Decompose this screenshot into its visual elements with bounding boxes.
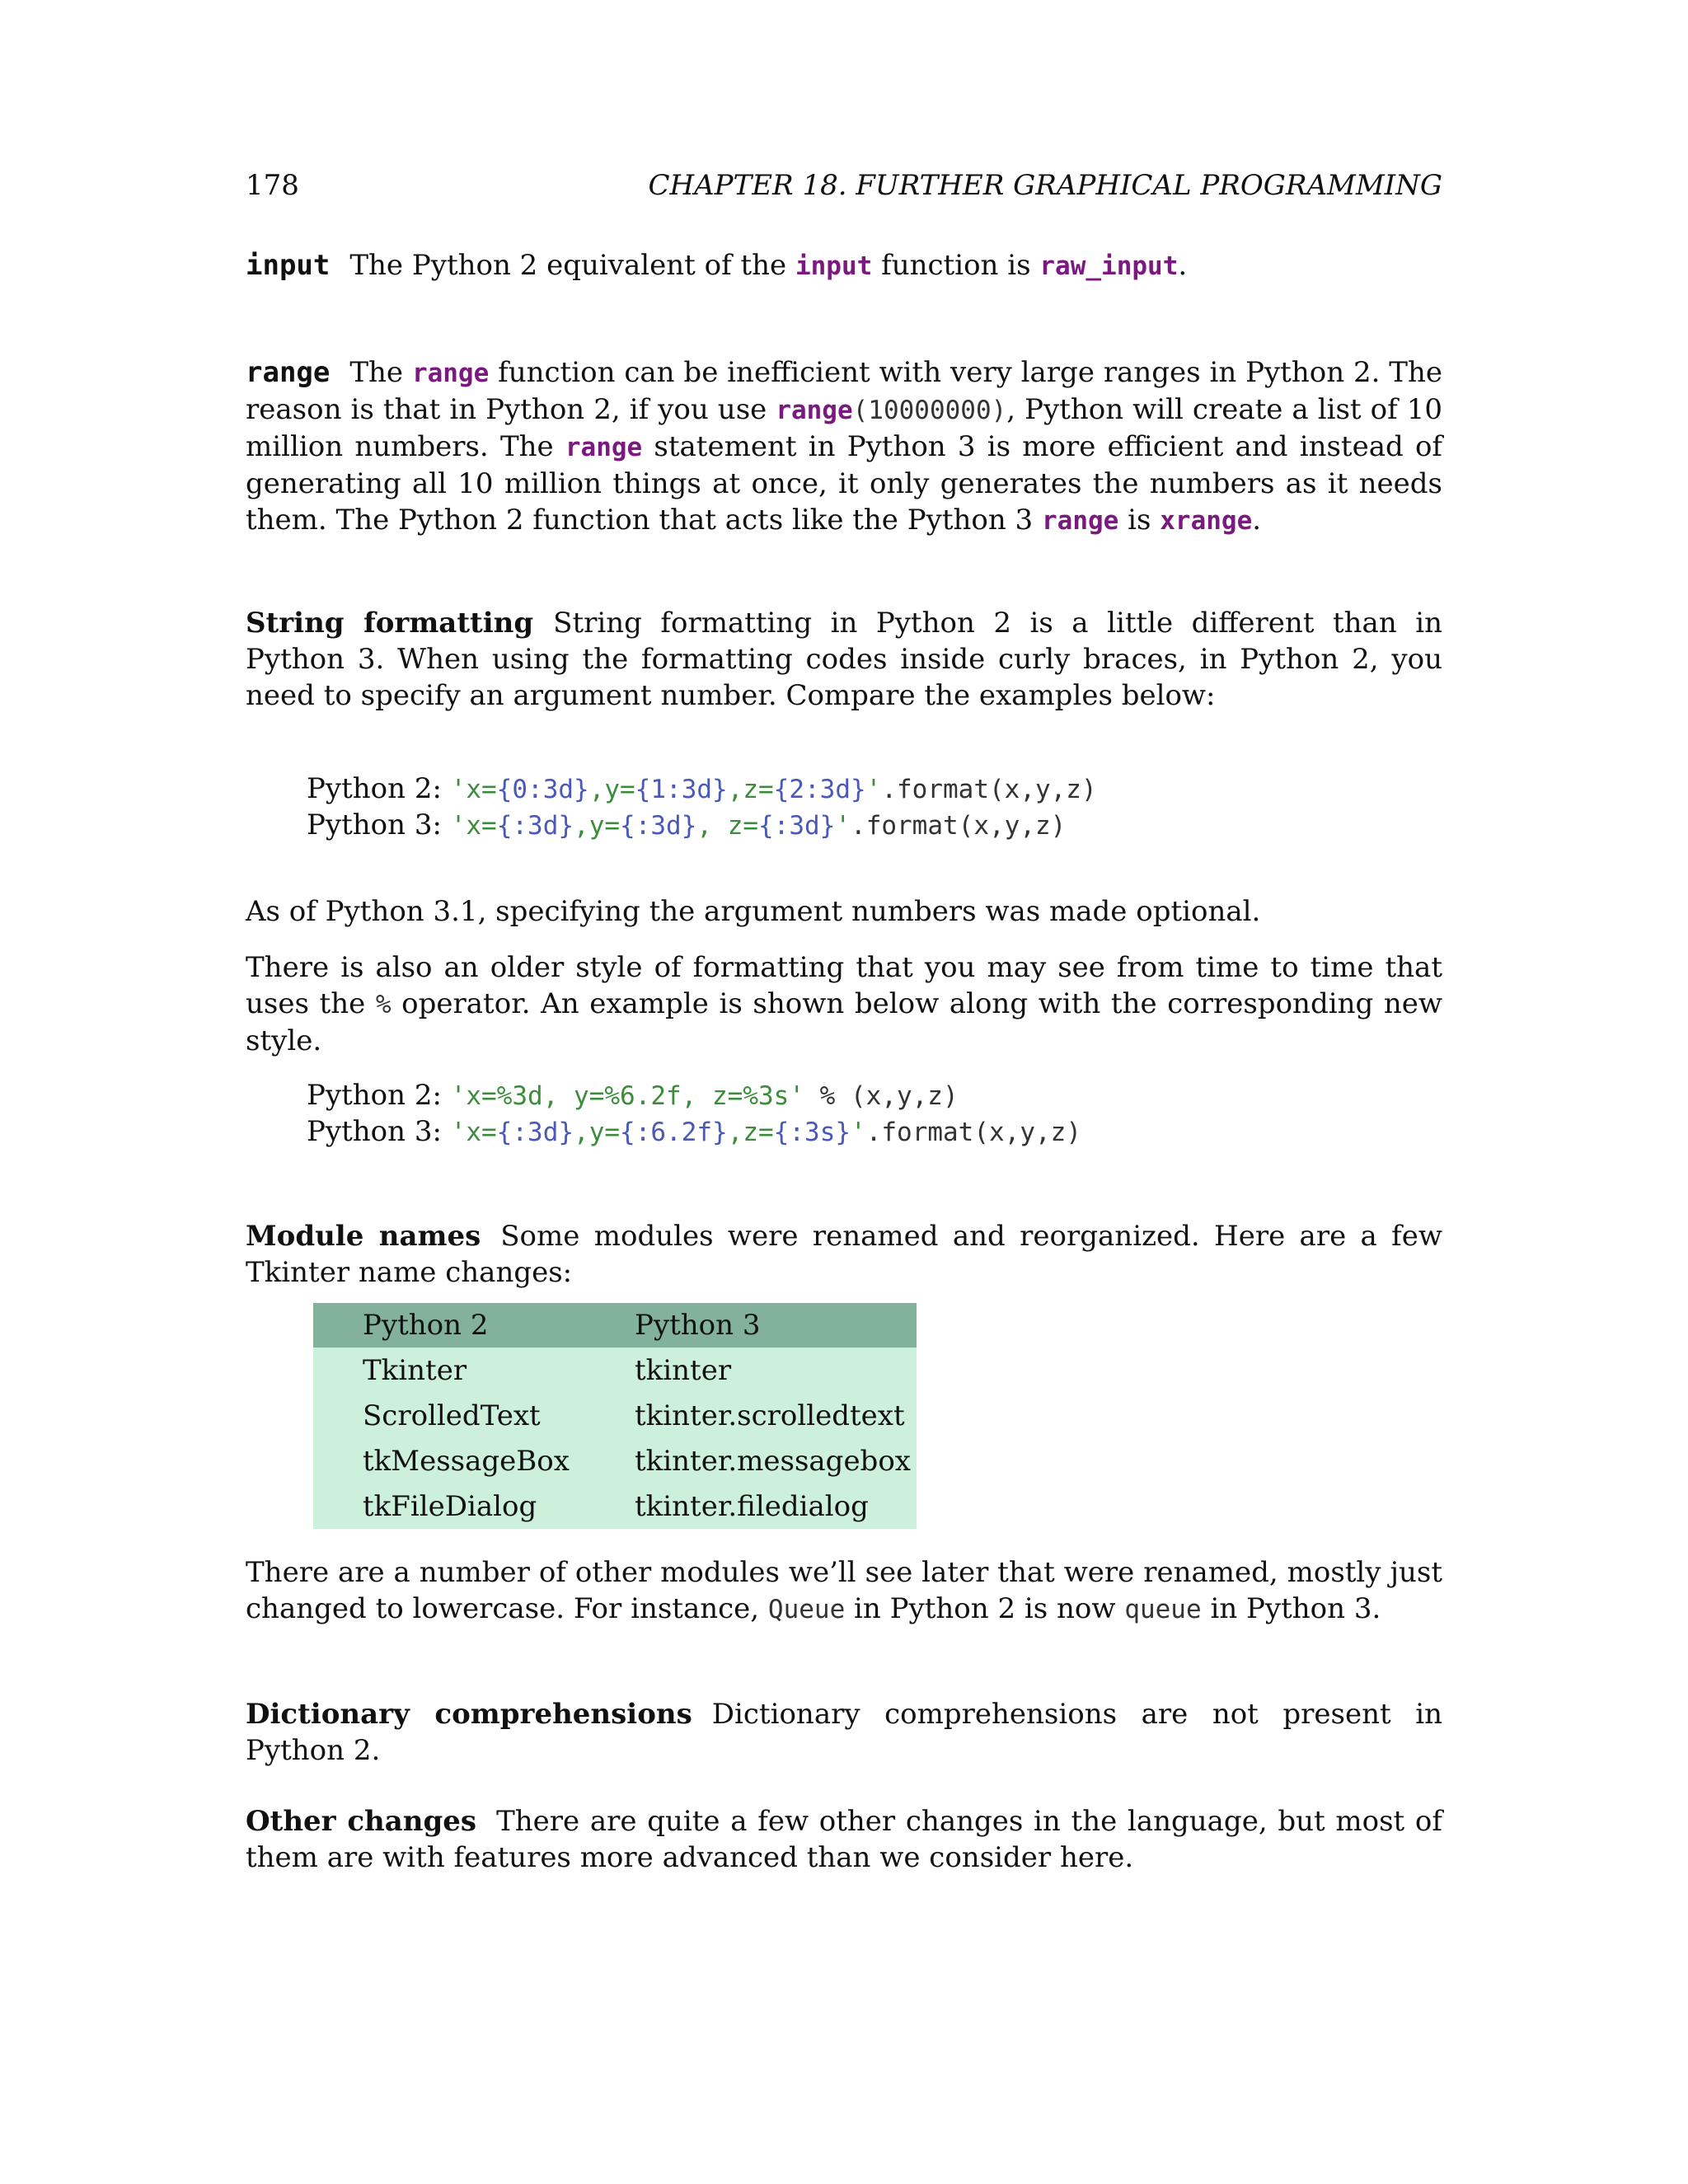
paragraph-range: range The range function can be inefficient with very large ranges in Python 2. The reason is that in Python 2, if you use range(10000000), Python will create a list of 10 million numbers. The range statement in Python 3 is more efficient and instead of generating all 10 million things at once, it only generates the numbers as it needs them. The Python 2 function that acts like the Python 3 range is xrange. (246, 356, 1443, 537)
table-cell: tkinter.scrolledtext (635, 1393, 917, 1438)
table-row (313, 1483, 917, 1529)
table-row (313, 1347, 917, 1393)
code-example-2: Python 3: 'x={:3d},y={:3d}, z={:3d}'.format(x,y,z) (307, 808, 1067, 841)
table-row (313, 1393, 917, 1438)
table-cell: tkFileDialog (313, 1483, 635, 1529)
module-rename-table (313, 1303, 917, 1529)
paragraph-renamed-modules: There are a number of other modules we’ll see later that were renamed, mostly just changed to lowercase. For instance, Queue in Python 2 is now queue in Python 3. (246, 1556, 1442, 1625)
term-other-changes: Other changes (246, 1805, 477, 1838)
term-module-names: Module names (246, 1220, 481, 1253)
term-input: input (246, 249, 331, 282)
code-example-3: Python 2: 'x=%3d, y=%6.2f, z=%3s' % (x,y,z) (307, 1079, 959, 1112)
paragraph-dict-comprehensions: Dictionary comprehensions Dictionary comprehensions are not present in Python 2. (246, 1698, 1442, 1767)
term-range: range (246, 356, 331, 389)
paragraph-optional-note: As of Python 3.1, specifying the argument numbers was made optional. (246, 895, 1261, 928)
table-header-row (313, 1303, 917, 1347)
code-example-4: Python 3: 'x={:3d},y={:6.2f},z={:3s}'.format(x,y,z) (307, 1115, 1081, 1148)
page-number: 178 (246, 169, 299, 202)
table-cell: Tkinter (313, 1347, 635, 1393)
table-cell: tkMessageBox (313, 1438, 635, 1483)
table-cell: ScrolledText (313, 1393, 635, 1438)
paragraph-other-changes: Other changes There are quite a few other changes in the language, but most of them are with features more advanced than we consider here. (246, 1805, 1442, 1874)
table-row (313, 1438, 917, 1483)
running-header (246, 169, 1442, 210)
term-string-formatting: String formatting (246, 607, 534, 640)
table-header-python3: Python 3 (635, 1303, 917, 1347)
table-cell: tkinter.filedialog (635, 1483, 917, 1529)
chapter-title: CHAPTER 18. FURTHER GRAPHICAL PROGRAMMING (648, 169, 1442, 202)
table-cell: tkinter (635, 1347, 917, 1393)
paragraph-input: input The Python 2 equivalent of the input function is raw_input. (246, 249, 1188, 282)
table-header-python2: Python 2 (313, 1303, 635, 1347)
code-example-1: Python 2: 'x={0:3d},y={1:3d},z={2:3d}'.format(x,y,z) (307, 772, 1097, 805)
paragraph-string-formatting: String formatting String formatting in Python 2 is a little different than in Python 3. When using the formatting codes inside curly braces, in Python 2, you need to specify an argument number. Compare the examples below: (246, 607, 1442, 712)
paragraph-module-names: Module names Some modules were renamed and reorganized. Here are a few Tkinter name changes: (246, 1220, 1442, 1289)
paragraph-older-style: There is also an older style of formatting that you may see from time to time that uses the % operator. An example is shown below along with the corresponding new style. (246, 951, 1442, 1057)
term-dict-comprehensions: Dictionary comprehensions (246, 1698, 692, 1731)
table-cell: tkinter.messagebox (635, 1438, 917, 1483)
